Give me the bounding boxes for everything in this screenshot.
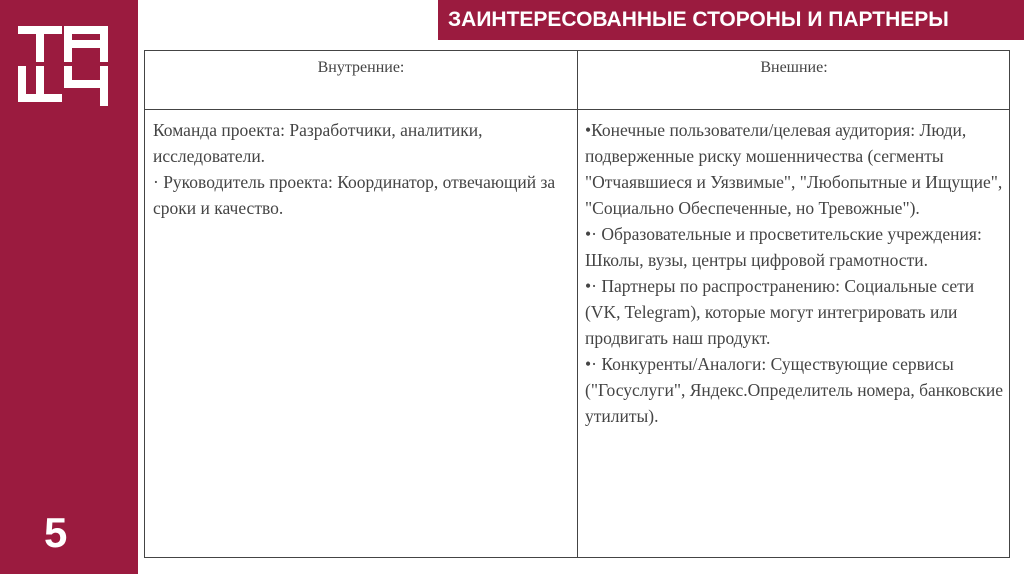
header-internal: Внутренние: [317, 59, 405, 76]
external-cell [585, 117, 1005, 429]
tpch-logo-icon [18, 22, 114, 106]
row-divider [145, 109, 1009, 110]
sidebar [0, 0, 138, 574]
external-item: •Конечные пользователи/целевая аудитория: Люди, подверженные риску мошенничества (сегменты "Отчаявшиеся и Уязвимые", "Любопытные и Ищущие", "Социально Обеспеченные, но Тревожные"). [585, 120, 1003, 218]
page-number: 5 [44, 509, 68, 556]
column-divider [577, 51, 578, 557]
stakeholders-table [144, 50, 1010, 558]
internal-item: · Руководитель проекта: Координатор, отвечающий за сроки и качество. [153, 172, 556, 218]
external-item: •· Конкуренты/Аналоги: Существующие сервисы ("Госуслуги", Яндекс.Определитель номера, банковские утилиты). [585, 354, 1004, 426]
internal-cell [153, 117, 569, 221]
external-item: •· Образовательные и просветительские учреждения: Школы, вузы, центры цифровой грамотности. [585, 224, 982, 270]
page-title: ЗАИНТЕРЕСОВАННЫЕ СТОРОНЫ И ПАРТНЕРЫ [438, 0, 1024, 40]
external-item: •· Партнеры по распространению: Социальные сети (VK, Telegram), которые могут интегрировать или продвигать наш продукт. [585, 276, 975, 348]
internal-item: Команда проекта: Разработчики, аналитики, исследователи. [153, 120, 483, 166]
header-external: Внешние: [760, 59, 828, 76]
